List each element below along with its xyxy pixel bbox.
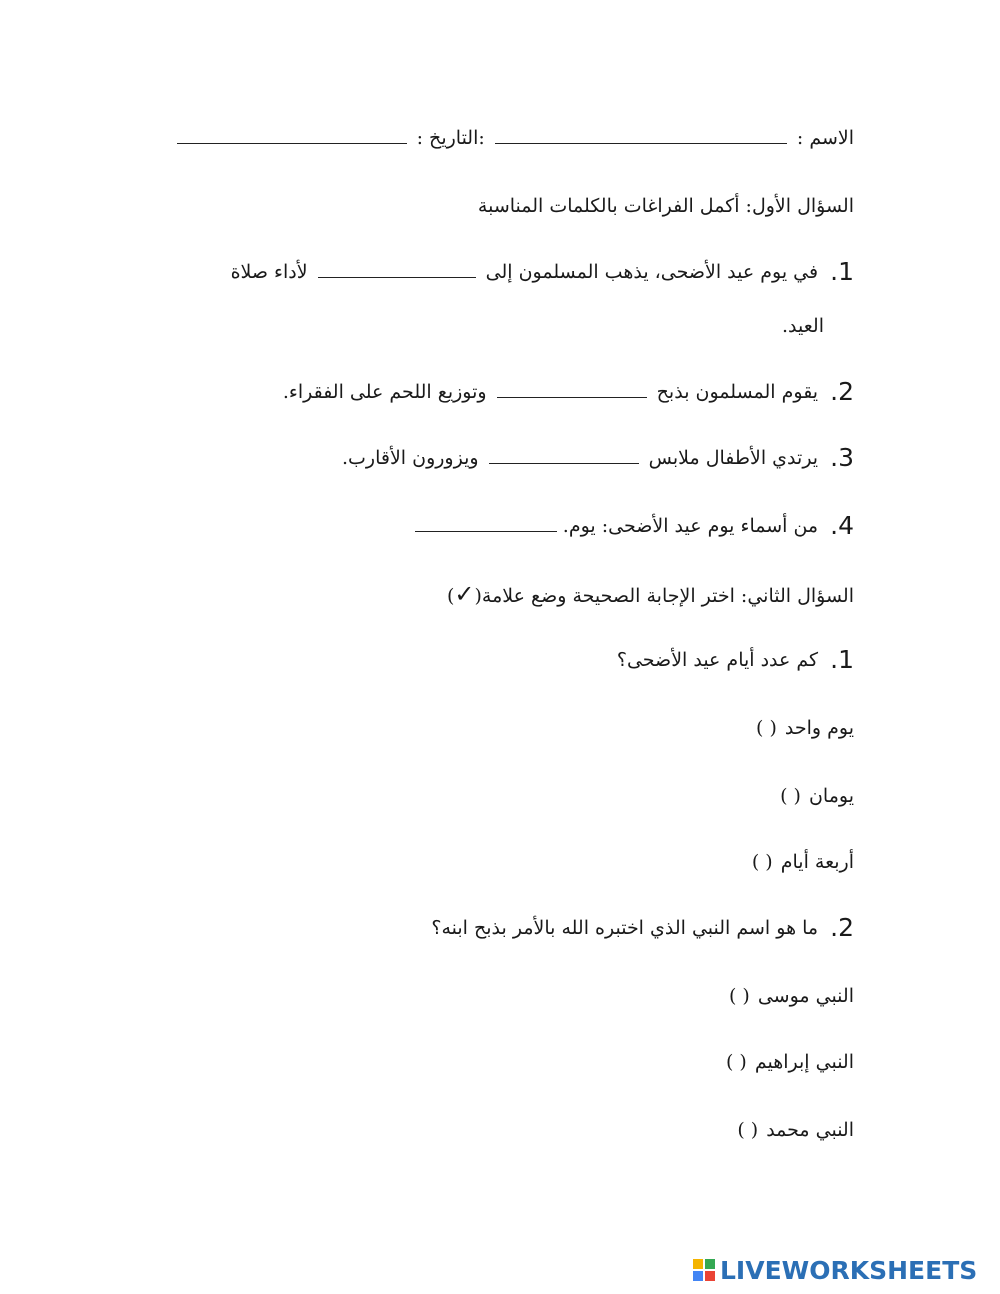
option-checkbox[interactable]: ( ) [728,985,750,1007]
q2-question-number: 2. [830,913,854,942]
liveworksheets-logo-icon [692,1258,716,1282]
option-checkbox[interactable]: ( ) [737,1119,759,1141]
q1-item-number: 4. [830,511,854,540]
option-checkbox[interactable]: ( ) [780,785,801,807]
q1-item-3-blank[interactable] [489,445,639,464]
option-text: النبي موسى [757,985,854,1007]
q2-title-end: ) [446,585,455,607]
logo-square-icon [692,1270,704,1282]
date-label: :التاريخ : [416,127,485,149]
q2-q1-option [752,848,854,876]
logo-square-icon [704,1270,716,1282]
q2-question-text: ما هو اسم النبي الذي اختبره الله بالأمر بذبح ابنه؟ [431,917,819,939]
q1-item-text-after: ويزورون الأقارب. [341,447,479,469]
q1-item-number: 2. [830,377,854,406]
logo-text: LIVEWORKSHEETS [720,1255,978,1285]
q1-title: السؤال الأول: أكمل الفراغات بالكلمات المناسبة [477,195,854,217]
q1-item-1 [231,258,854,286]
option-checkbox[interactable]: ( ) [751,851,773,873]
q2-q2-option [726,1048,854,1076]
option-text: يوم واحد [784,717,854,739]
q2-q1-option [780,782,854,810]
q1-item-4 [411,512,854,540]
q2-question-text: كم عدد أيام عيد الأضحى؟ [616,649,819,671]
logo-square-icon [704,1258,716,1270]
name-label: الاسم : [796,127,854,149]
q1-item-2-blank[interactable] [497,379,647,398]
q2-q1-option [756,714,854,742]
q1-item-text-after: لأداء صلاة [230,261,308,283]
q1-item-number: 3. [830,443,854,472]
option-checkbox[interactable]: ( ) [756,717,777,739]
q1-item-4-blank[interactable] [415,513,557,532]
q1-item-text-after: وتوزيع اللحم على الفقراء. [282,381,487,403]
name-input-line[interactable] [495,125,787,144]
q2-q2-option [737,1116,854,1144]
checkmark-icon: ✓ [454,580,475,608]
liveworksheets-logo [692,1254,977,1286]
option-text: أربعة أيام [780,851,854,873]
q2-question-number: 1. [830,645,854,674]
q2-question-2 [431,914,854,942]
option-checkbox[interactable]: ( ) [725,1051,747,1073]
q2-question-1 [617,646,854,674]
q1-item-1-blank[interactable] [318,259,476,278]
q2-title [447,580,854,610]
q2-q2-option [729,982,854,1010]
q1-item-1-continuation: العيد. [782,315,824,337]
header-line [173,124,854,152]
q1-item-text: يرتدي الأطفال ملابس [648,447,819,469]
option-text: النبي محمد [766,1119,854,1141]
option-text: يومان [808,785,854,807]
q1-item-text: من أسماء يوم عيد الأضحى: يوم. [562,515,819,537]
q1-item-text: في يوم عيد الأضحى، يذهب المسلمون إلى [485,261,819,283]
q1-item-3 [342,444,854,472]
option-text: النبي إبراهيم [754,1051,854,1073]
logo-square-icon [692,1258,704,1270]
q1-item-text: يقوم المسلمون بذبح [656,381,819,403]
q1-item-2 [283,378,854,406]
q1-item-number: 1. [830,257,854,286]
date-input-line[interactable] [177,125,407,144]
q2-title-text: السؤال الثاني: اختر الإجابة الصحيحة وضع علامة( [474,585,854,607]
